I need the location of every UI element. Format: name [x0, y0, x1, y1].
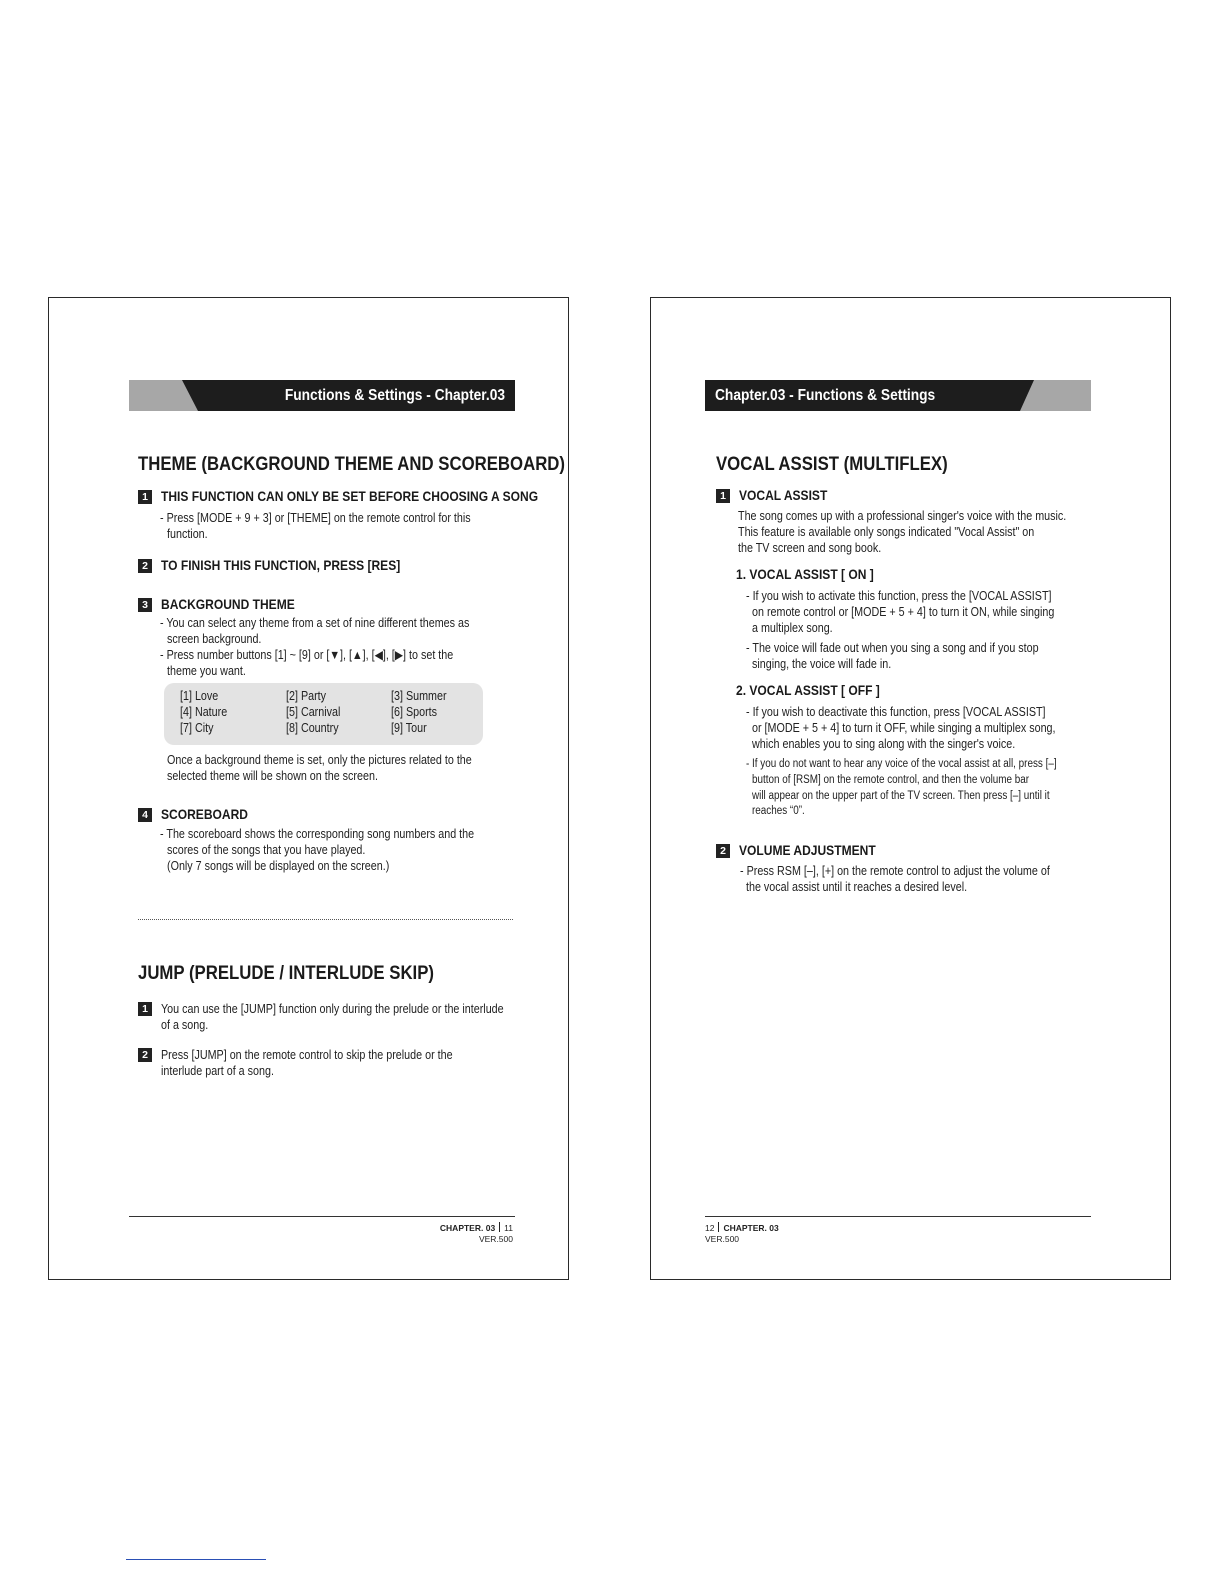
theme-option: [9] Tour [391, 721, 427, 735]
theme-list-box [164, 683, 483, 745]
body-line: - The scoreboard shows the corresponding song numbers and the [160, 827, 475, 841]
section-divider [138, 919, 513, 920]
body-line: button of [RSM] on the remote control, and then the volume bar [752, 774, 1030, 786]
theme-option: [4] Nature [180, 705, 228, 719]
item-number-badge: 2 [138, 1048, 152, 1062]
body-line: - Press number buttons [1] ~ [9] or [▼], [▲], [◀], [▶] to set the [160, 648, 454, 662]
theme-option: [7] City [180, 721, 214, 735]
body-line: - Press [MODE + 9 + 3] or [THEME] on the remote control for this [160, 511, 471, 525]
chapter-banner [705, 380, 1091, 411]
page-number: 11 [504, 1223, 513, 1233]
page-number: 12 [705, 1223, 715, 1233]
item-number-badge: 1 [138, 490, 152, 504]
body-line: on remote control or [MODE + 5 + 4] to turn it ON, while singing [752, 605, 1055, 619]
banner-title: Chapter.03 - Functions & Settings [715, 387, 936, 404]
body-line: or [MODE + 5 + 4] to turn it OFF, while singing a multiplex song, [752, 721, 1056, 735]
item-number-badge: 1 [716, 489, 730, 503]
body-line: the TV screen and song book. [738, 541, 882, 555]
item-number-badge: 2 [716, 844, 730, 858]
body-line: (Only 7 songs will be displayed on the screen.) [167, 859, 390, 873]
item-heading: THIS FUNCTION CAN ONLY BE SET BEFORE CHOOSING A SONG [161, 488, 539, 504]
theme-option: [8] Country [286, 721, 339, 735]
theme-option: [3] Summer [391, 689, 447, 703]
item-heading: SCOREBOARD [161, 806, 248, 822]
footer-rule [129, 1216, 515, 1217]
section-title-theme: THEME (BACKGROUND THEME AND SCOREBOARD) [138, 453, 566, 475]
item-number-badge: 2 [138, 559, 152, 573]
theme-option: [1] Love [180, 689, 219, 703]
body-line: - Press RSM [–], [+] on the remote control to adjust the volume of [740, 864, 1050, 878]
theme-option: [2] Party [286, 689, 327, 703]
body-line: The song comes up with a professional singer's voice with the music. [738, 509, 1067, 523]
body-line: scores of the songs that you have played. [167, 843, 366, 857]
body-line: reaches “0”. [752, 805, 805, 817]
footer-chapter: CHAPTER. 03 [439, 1223, 496, 1233]
body-line: which enables you to sing along with the singer's voice. [752, 737, 1016, 751]
footer-rule [705, 1216, 1091, 1217]
item-heading: TO FINISH THIS FUNCTION, PRESS [RES] [161, 557, 401, 573]
body-line: You can use the [JUMP] function only during the prelude or the interlude [161, 1002, 504, 1016]
item-number-badge: 3 [138, 598, 152, 612]
section-title-vocal-assist: VOCAL ASSIST (MULTIFLEX) [716, 453, 948, 475]
page-footer [705, 1222, 779, 1233]
underline-mark [126, 1559, 266, 1560]
footer-version: VER.500 [705, 1234, 740, 1244]
body-line: the vocal assist until it reaches a desired level. [746, 880, 968, 894]
body-line: of a song. [161, 1018, 209, 1032]
body-line: - If you wish to activate this function, press the [VOCAL ASSIST] [746, 589, 1052, 603]
theme-option: [6] Sports [391, 705, 438, 719]
body-line: function. [167, 527, 208, 541]
subsection-heading: 1. VOCAL ASSIST [ ON ] [736, 566, 874, 582]
manual-page-right [650, 297, 1171, 1280]
page-footer [440, 1222, 513, 1233]
body-line: will appear on the upper part of the TV screen. Then press [–] until it [752, 790, 1050, 802]
theme-option: [5] Carnival [286, 705, 341, 719]
banner-title: Functions & Settings - Chapter.03 [284, 387, 505, 404]
item-heading: VOLUME ADJUSTMENT [739, 842, 876, 858]
body-line: - If you do not want to hear any voice of the vocal assist at all, press [–] [746, 758, 1057, 770]
body-line: theme you want. [167, 664, 246, 678]
body-line: screen background. [167, 632, 262, 646]
section-title-jump: JUMP (PRELUDE / INTERLUDE SKIP) [138, 962, 435, 984]
body-line: a multiplex song. [752, 621, 833, 635]
body-line: Once a background theme is set, only the pictures related to the [167, 753, 472, 767]
body-line: - The voice will fade out when you sing a song and if you stop [746, 641, 1039, 655]
footer-version: VER.500 [478, 1234, 513, 1244]
body-line: - You can select any theme from a set of nine different themes as [160, 616, 470, 630]
body-line: interlude part of a song. [161, 1064, 274, 1078]
item-number-badge: 1 [138, 1002, 152, 1016]
footer-chapter: CHAPTER. 03 [723, 1223, 779, 1233]
body-line: - If you wish to deactivate this function, press [VOCAL ASSIST] [746, 705, 1046, 719]
manual-page-left [48, 297, 569, 1280]
body-line: singing, the voice will fade in. [752, 657, 892, 671]
body-line: Press [JUMP] on the remote control to skip the prelude or the [161, 1048, 453, 1062]
item-heading: VOCAL ASSIST [739, 487, 828, 503]
body-line: This feature is available only songs indicated "Vocal Assist" on [738, 525, 1035, 539]
body-line: selected theme will be shown on the screen. [167, 769, 378, 783]
item-number-badge: 4 [138, 808, 152, 822]
chapter-banner [129, 380, 515, 411]
subsection-heading: 2. VOCAL ASSIST [ OFF ] [736, 682, 880, 698]
item-heading: BACKGROUND THEME [161, 596, 295, 612]
